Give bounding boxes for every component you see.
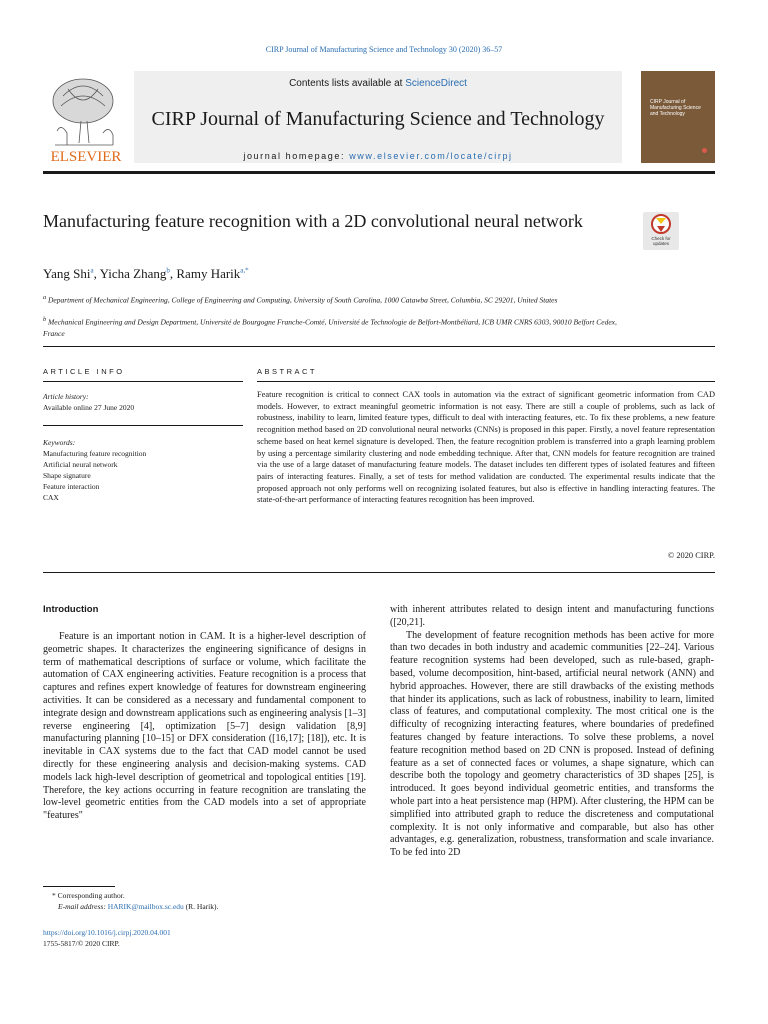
contents-prefix: Contents lists available at xyxy=(289,78,406,89)
journal-citation-link[interactable]: CIRP Journal of Manufacturing Science and Technology 30 (2020) 36–57 xyxy=(265,45,503,54)
header-rule xyxy=(43,171,715,174)
contents-line xyxy=(134,78,622,89)
abstract-bottom-rule xyxy=(43,572,715,573)
body-paragraph: Feature is an important notion in CAM. It is a higher-level description of geometric shapes. It characterizes the engineering significance of designs in term of mathematical descriptions of surface or volume, which facilitate the automation of CAX engineering activities. Feature recognition is a process that captures and refines expert knowledge of features for downstream engineering activities. It can be considered as a necessary and fundamental component to integrate design and downstream applications such as engineering analysis [1–3] reverse engineering [4], optimization [5–7] design validation [8,9] manufacturing planning [10–15] or DFX consideration ([16,17]; [18]), etc. It is inevitable in CAX systems due to the fact that CAD model cannot be used directly for these engineering analysis and decision-making systems. CAD models lack high-level description of geometrical and topological entities [19]. Therefore, the key actions occurring in feature recognition are translating the low-level geometric entities from the CAD models into a set of appropriate "features" xyxy=(43,631,366,822)
author-list: Yang Shi$^a$, Yicha Zhang$^b$, Ramy Harik$^{a,*}$ xyxy=(43,266,249,281)
email-label: E-mail address: xyxy=(58,902,108,911)
corresponding-author-note: * Corresponding author. xyxy=(52,891,125,900)
section-heading-introduction: Introduction xyxy=(43,604,99,615)
article-history xyxy=(43,391,134,413)
author-name: Yang Shi xyxy=(43,266,91,281)
keywords-label: Keywords: xyxy=(43,438,76,447)
body-paragraph-continued: with inherent attributes related to design intent and manufacturing functions ([20,21]. xyxy=(390,604,714,628)
title-rule xyxy=(43,346,715,347)
doi-link[interactable]: https://doi.org/10.1016/j.cirpj.2020.04.001 xyxy=(43,928,171,937)
article-info-rule xyxy=(43,381,243,382)
history-rule xyxy=(43,425,243,426)
svg-text:Check for: Check for xyxy=(651,236,671,241)
abstract-rule xyxy=(257,381,715,382)
body-paragraph: The development of feature recognition methods has been active for more than two decades in both industry and academic communities [22–24]. Various feature recognition systems had been developed, such as rule-based, graph-based, volume decomposition, hint-based, artificial neural network (ANN) and hybrid approaches. However, there are still drawbacks of the existing methods that hinder its applications, such as lack of robustness, inability to learn, limited class of features, and computational complexity. The most critical one is the difficulty of recognizing interacting features, where boundaries of predefined features changed by feature interactions. To solve these problems, a novel feature recognition method based on 2D CNN is proposed. Instead of defining feature as a set of connected faces or volumes, a shape signature, which can describe both the topology and geometry characteristics of 3D shapes [25], is introduced. It goes beyond individual geometric entities, and transforms the whole part into a heat persistence map (HPM). After clustering, the HPM can be simplified into attributed graph to reduce the discreteness and computational complexity. It is not only informative and comparable, but also has other advantages, e.g. generalization, robustness, transformation and scale invariance. To be fed into 2D xyxy=(390,629,714,859)
affiliation-text: Department of Mechanical Engineering, College of Engineering and Computing, University of South Carolina, 1000 Catawba Street, Columbia, SC 29201, United States xyxy=(48,295,558,305)
body-right-column xyxy=(390,604,714,860)
cover-logo-icon xyxy=(702,148,707,153)
affiliation-text: Mechanical Engineering and Design Department, Université de Bourgogne Franche-Comté, Université de Technologie de Belfort-Montbéliard, ICB UMR CNRS 6303, 90010 Belfort Cedex, France xyxy=(43,317,617,338)
affiliation-mark: b xyxy=(43,316,47,323)
email-suffix: (R. Harik). xyxy=(183,902,219,911)
abstract-copyright: © 2020 CIRP. xyxy=(667,551,715,560)
issn-line: 1755-5817/© 2020 CIRP. xyxy=(43,939,120,948)
sciencedirect-link[interactable]: ScienceDirect xyxy=(405,78,467,89)
author-affiliation-mark[interactable]: b xyxy=(166,266,170,275)
check-updates-icon xyxy=(643,212,679,250)
cover-title: CIRP Journal of Manufacturing Science and Technology xyxy=(650,99,701,117)
article-title: Manufacturing feature recognition with a 2D convolutional neural network xyxy=(43,211,583,231)
footnote-rule xyxy=(43,886,115,887)
keyword-item: Artificial neural network xyxy=(43,460,118,469)
article-info-heading: ARTICLE INFO xyxy=(43,367,125,376)
author-affiliation-mark[interactable]: a xyxy=(90,266,94,275)
keyword-item: Shape signature xyxy=(43,471,91,480)
homepage-prefix: journal homepage: xyxy=(243,151,350,161)
elsevier-wordmark: ELSEVIER xyxy=(50,149,122,163)
body-left-column xyxy=(43,631,366,823)
check-for-updates-badge[interactable] xyxy=(643,212,679,250)
email-link[interactable]: HARIK@mailbox.sc.edu xyxy=(107,902,184,911)
keyword-item: CAX xyxy=(43,493,59,502)
elsevier-logo[interactable] xyxy=(43,71,129,163)
keywords-block xyxy=(43,437,146,503)
svg-text:updates: updates xyxy=(652,241,670,246)
elsevier-tree-icon xyxy=(43,71,129,163)
homepage-link[interactable]: www.elsevier.com/locate/cirpj xyxy=(349,151,513,161)
affiliation-mark: a xyxy=(43,294,47,301)
history-label: Article history: xyxy=(43,392,89,401)
history-value: Available online 27 June 2020 xyxy=(43,403,135,412)
abstract-heading: ABSTRACT xyxy=(257,367,318,376)
affiliation-b xyxy=(43,314,633,339)
author-name: Ramy Harik xyxy=(176,266,241,281)
author-name: Yicha Zhang xyxy=(99,266,167,281)
affiliation-a xyxy=(43,292,643,306)
author-affiliation-mark[interactable]: a,* xyxy=(240,266,249,275)
journal-title: CIRP Journal of Manufacturing Science and Technology xyxy=(151,108,605,130)
journal-homepage-line xyxy=(134,151,622,161)
keyword-item: Feature interaction xyxy=(43,482,100,491)
keyword-item: Manufacturing feature recognition xyxy=(43,449,147,458)
email-note xyxy=(58,901,218,912)
abstract-text: Feature recognition is critical to connect CAX tools in automation via the extract of significant geometric information from CAD models. However, to extract meaningful geometric information is not easy. There are still a couple of problems, such as lack of robustness, inability to learn, limited feature types, difficult to deal with interacting features, etc. To fix these problems, a new feature recognition method based on 2D convolutional neural networks (CNNs) is proposed in this paper. Firstly, a novel feature representation scheme based on heat kernel signature is developed. Then, the feature recognition problem is transferred into a graph learning problem by using a percentage similarity clustering and node embedding technique. After that, CNN models for feature recognition are trained via the use of a large dataset of manufacturing feature models. The dataset includes ten different types of isolated features and fifteen pairs of interacting features. Finally, a set of tests for method validation are conducted. The experimental results indicate that the proposed approach not only performs well on recognizing isolated features, but also is effective in handling interacting features. The state-of-the-art performance of interacting features recognition has been improved. xyxy=(257,390,715,505)
journal-cover-thumbnail[interactable] xyxy=(641,71,715,163)
